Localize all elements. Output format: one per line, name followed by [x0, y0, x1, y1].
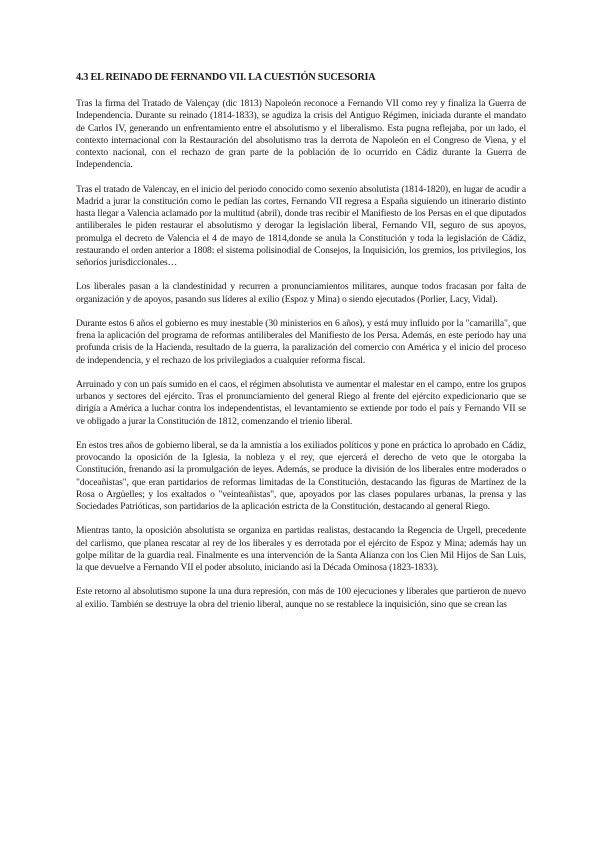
paragraph-3: Los liberales pasan a la clandestinidad y recurren a pronunciamientos militares, aunque todos fracasan por falta de organización y de apoyos, pasando sus líderes al exilio (Espoz y Mina) o siendo ejecutados (Porlier, Lacy, Vidal).: [76, 281, 526, 305]
paragraph-2: Tras el tratado de Valencay, en el inicio del periodo conocido como sexenio absolutista (1814-1820), en lugar de acudir a Madrid a jurar la constitución como le pedían las cortes, Fernando VII regresa a España siguiendo un itinerario distinto hasta llegar a Valencia aclamado por la multitud (abril), donde tras recibir el Manifiesto de los Persas en el que diputados antiliberales le piden restaurar el absolutismo y derogar la legislación liberal, Fernando VII, seguro de sus apoyos, promulga el decreto de Valencia el 4 de mayo de 1814,donde se anula la Constitución y toda la legislación de Cádiz, restaurando el orden anterior a 1808: el sistema polisinodial de Consejos, la Inquisición, los gremios, los privilegios, los señoríos jurisdiccionales…: [76, 183, 526, 268]
paragraph-8: Este retorno al absolutismo supone la una dura represión, con más de 100 ejecuciones y liberales que partieron de nuevo al exilio. También se destruye la obra del trienio liberal, aunque no se restablece la inquisición, sino que se crean las: [76, 586, 526, 610]
document-page: [76, 71, 526, 623]
paragraph-7: Mientras tanto, la oposición absolutista se organiza en partidas realistas, destacando la Regencia de Urgell, precedente del carlismo, que planea rescatar al rey de los liberales y es derrotada por el ejército de Espoz y Mina; además hay un golpe militar de la guardia real. Finalmente es una intervención de la Santa Alianza con los Cien Mil Hijos de San Luis, la que devuelve a Fernando VII el poder absoluto, iniciando así la Década Ominosa (1823-1833).: [76, 525, 526, 573]
paragraph-5: Arruinado y con un país sumido en el caos, el régimen absolutista ve aumentar el malestar en el campo, entre los grupos urbanos y sectores del ejército. Tras el pronunciamiento del general Riego al frente del ejército expedicionario que se dirigía a América a luchar contra los independentistas, el levantamiento se extiende por todo el país y Fernando VII se ve obligado a jurar la Constitución de 1812, comenzando el trienio liberal.: [76, 378, 526, 427]
paragraph-4: Durante estos 6 años el gobierno es muy inestable (30 ministerios en 6 años), y está muy influido por la "camarilla", que frena la aplicación del programa de reformas antiliberales del Manifiesto de los Persa. Además, en este periodo hay una profunda crisis de la Hacienda, resultado de la guerra, la paralización del comercio con América y el inicio del proceso de independencia, y el rechazo de los privilegiados a cualquier reforma fiscal.: [76, 317, 526, 366]
document-title: 4.3 EL REINADO DE FERNANDO VII. LA CUESTIÓN SUCESORIA: [76, 72, 376, 83]
paragraph-6: En estos tres años de gobierno liberal, se da la amnistía a los exiliados políticos y pone en práctica lo aprobado en Cádiz, provocando la oposición de la Iglesia, la nobleza y el rey, que ejercerá el derecho de veto que le otorgaba la Constitución, frenando así la promulgación de leyes. Además, se produce la división de los liberales entre moderados o "doceañistas", que eran partidarios de reformas limitadas de la Constitución, destacando las figuras de Martínez de la Rosa o Argüelles; y los exaltados o "veinteañistas", que, apoyados por las clases populares urbanas, la prensa y las Sociedades Patrióticas, son partidarios de la aplicación estricta de la Constitución, destacando al general Riego.: [76, 439, 526, 512]
paragraph-1: Tras la firma del Tratado de Valençay (dic 1813) Napoleón reconoce a Fernando VII como rey y finaliza la Guerra de Independencia. Durante su reinado (1814-1833), se agudiza la crisis del Antiguo Régimen, iniciada durante el mandato de Carlos IV, generando un enfrentamiento entre el absolutismo y el liberalismo. Esta pugna reflejaba, por un lado, el contexto internacional con la Restauración del absolutismo tras la derrota de Napoleón en el Congreso de Viena, y el contexto nacional, con el rechazo de gran parte de la población de lo ocurrido en Cádiz durante la Guerra de Independencia.: [76, 98, 526, 171]
